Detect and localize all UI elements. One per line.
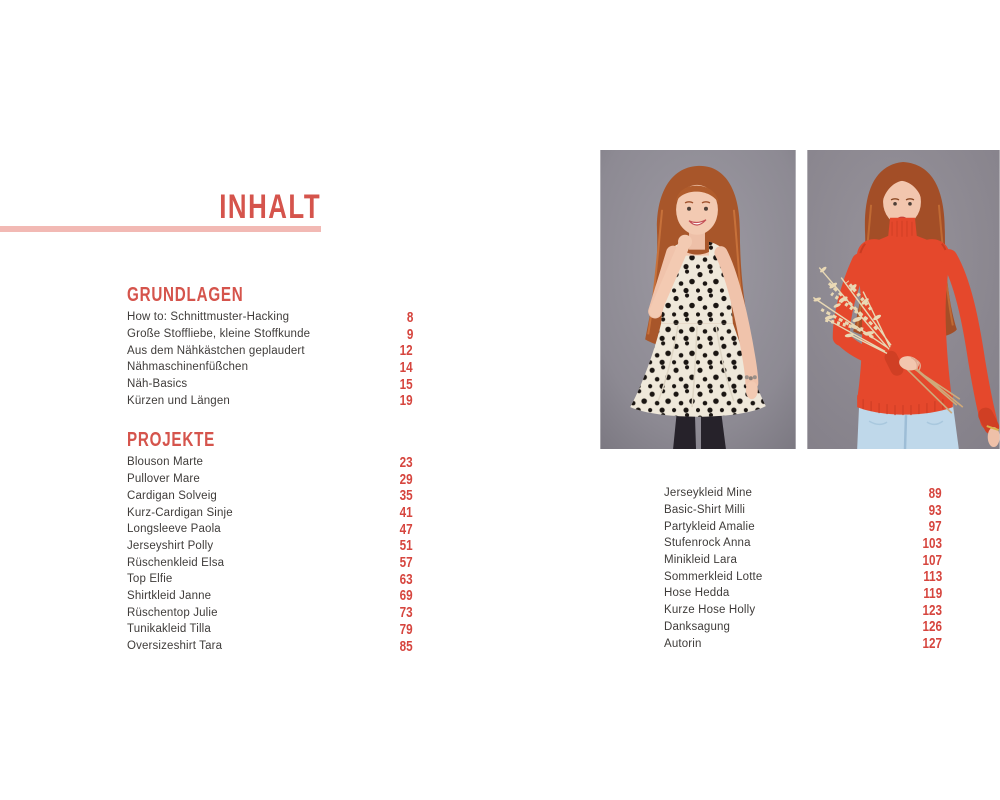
toc-entry-page-number: 97 [928, 518, 942, 536]
toc-entry-page-number: 47 [399, 520, 413, 538]
toc-entry-label: Blouson Marte [127, 456, 204, 469]
toc-entry-page-number: 89 [928, 484, 942, 502]
toc-entry [664, 485, 942, 502]
section-heading-grundlagen: GRUNDLAGEN [127, 284, 244, 306]
toc-entry [127, 554, 413, 571]
toc-entry [127, 454, 413, 471]
toc-entry-label: Pullover Mare [127, 473, 200, 486]
toc-entry [664, 535, 942, 552]
toc-entry-page-number: 126 [922, 618, 942, 636]
toc-entry [664, 502, 942, 519]
toc-entry-page-number: 107 [922, 551, 942, 569]
toc-entry [664, 602, 942, 619]
toc-entry-label: Jerseyshirt Polly [127, 539, 214, 552]
toc-entry-page-number: 69 [399, 587, 413, 605]
toc-entry-label: Rüschenkleid Elsa [127, 556, 225, 569]
toc-entry-page-number: 15 [399, 375, 413, 393]
toc-entry-page-number: 127 [922, 635, 942, 653]
toc-right-column [664, 485, 942, 652]
toc-entry-page-number: 51 [399, 537, 413, 555]
toc-entry-page-number: 35 [399, 487, 413, 505]
orange-turtleneck-illustration [807, 150, 1000, 449]
toc-entry [127, 571, 413, 588]
toc-entry-page-number: 57 [399, 554, 413, 572]
toc-entry-label: Rüschentop Julie [127, 606, 218, 619]
toc-entry-label: Tunikakleid Tilla [127, 623, 211, 636]
toc-entry-page-number: 41 [399, 504, 413, 522]
toc-entry [127, 392, 413, 409]
toc-entry-label: Nähmaschinenfüßchen [127, 361, 249, 374]
photo-polka-dot-dress [600, 150, 796, 449]
toc-entry-label: Longsleeve Paola [127, 523, 221, 536]
toc-entry [664, 585, 942, 602]
toc-entry-label: Hose Hedda [664, 587, 730, 600]
toc-entry [127, 538, 413, 555]
toc-entry-label: Näh-Basics [127, 378, 188, 391]
toc-entry-page-number: 119 [923, 584, 942, 602]
polka-dot-dress-illustration [600, 150, 796, 449]
toc-entry-label: Aus dem Nähkästchen geplaudert [127, 344, 305, 357]
toc-entry [127, 309, 413, 326]
toc-entry-page-number: 79 [399, 620, 413, 638]
toc-entry-label: Kurz-Cardigan Sinje [127, 506, 233, 519]
toc-entry [664, 552, 942, 569]
toc-entry-label: Minikleid Lara [664, 554, 738, 567]
toc-entry-page-number: 123 [922, 601, 942, 619]
projekte-entry-list [127, 454, 413, 654]
toc-entry-page-number: 23 [399, 453, 413, 471]
toc-entry-label: Partykleid Amalie [664, 520, 755, 533]
toc-entry-label: Cardigan Solveig [127, 489, 217, 502]
toc-entry [127, 471, 413, 488]
toc-entry [664, 635, 942, 652]
toc-entry [127, 376, 413, 393]
toc-entry-page-number: 19 [399, 392, 413, 410]
toc-entry-label: Kürzen und Längen [127, 394, 230, 407]
toc-entry-page-number: 29 [399, 470, 413, 488]
toc-entry-page-number: 93 [928, 501, 942, 519]
toc-entry-label: Jerseykleid Mine [664, 487, 753, 500]
toc-entry-label: Autorin [664, 637, 702, 650]
toc-entry-page-number: 73 [399, 604, 413, 622]
toc-entry-label: Top Elfie [127, 573, 173, 586]
toc-entry-label: Stufenrock Anna [664, 537, 751, 550]
toc-entry [127, 504, 413, 521]
toc-entry-page-number: 63 [399, 570, 413, 588]
toc-entry [664, 568, 942, 585]
grundlagen-entry-list [127, 309, 413, 409]
toc-entry [127, 604, 413, 621]
toc-entry-label: Danksagung [664, 620, 731, 633]
toc-entry-label: Sommerkleid Lotte [664, 570, 763, 583]
toc-entry-page-number: 14 [399, 358, 413, 376]
page-title [0, 188, 321, 227]
toc-entry-page-number: 12 [399, 342, 413, 360]
toc-entry [127, 621, 413, 638]
toc-entry-label: Kurze Hose Holly [664, 604, 756, 617]
toc-entry [127, 359, 413, 376]
toc-entry [127, 521, 413, 538]
toc-entry-label: Shirtkleid Janne [127, 589, 212, 602]
toc-entry-page-number: 8 [406, 308, 413, 326]
toc-entry [127, 326, 413, 343]
toc-left-column [127, 284, 413, 654]
toc-entry [127, 342, 413, 359]
toc-entry-label: Basic-Shirt Milli [664, 504, 746, 517]
toc-entry-page-number: 9 [406, 325, 413, 343]
toc-entry-page-number: 113 [923, 568, 942, 586]
page-title-text: INHALT [219, 188, 321, 226]
toc-entry [127, 638, 413, 655]
toc-entry-page-number: 85 [399, 637, 413, 655]
toc-entry-label: Oversizeshirt Tara [127, 640, 223, 653]
photo-orange-turtleneck [807, 150, 1000, 449]
toc-entry [664, 619, 942, 636]
continuation-entry-list [664, 485, 942, 652]
section-heading-projekte: PROJEKTE [127, 429, 216, 452]
toc-entry [664, 518, 942, 535]
toc-entry [127, 588, 413, 605]
toc-entry-label: Große Stoffliebe, kleine Stoffkunde [127, 328, 311, 341]
toc-entry-label: How to: Schnittmuster-Hacking [127, 311, 290, 324]
toc-entry [127, 488, 413, 505]
toc-entry-page-number: 103 [922, 534, 942, 552]
